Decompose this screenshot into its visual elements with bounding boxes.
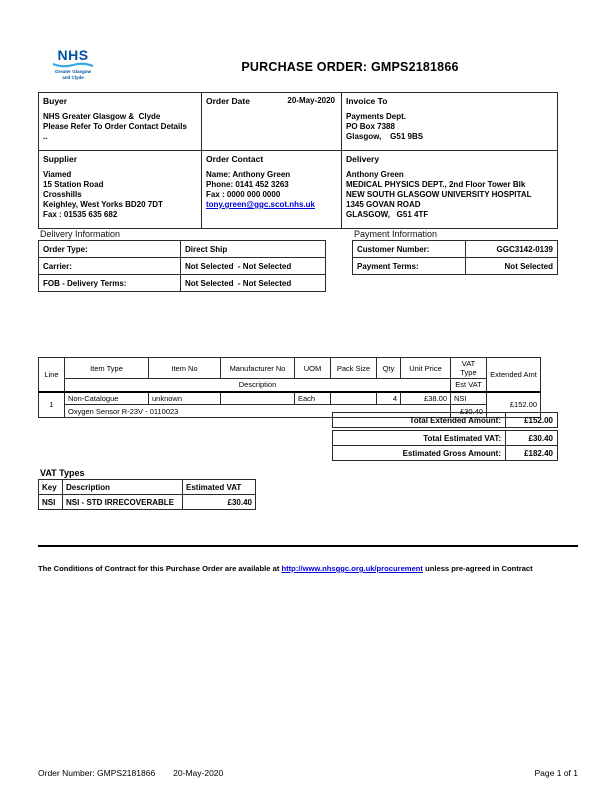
col-header-item-type: Item Type (65, 358, 149, 379)
col-header-qty: Qty (377, 358, 401, 379)
buyer-label: Buyer (43, 96, 68, 106)
conditions-suffix: unless pre-agreed in Contract (422, 564, 533, 573)
col-header-manufacturer-no: Manufacturer No (221, 358, 295, 379)
nhs-org-line1: Greater Glasgow (54, 69, 91, 74)
supplier-line: Fax : 01535 635 682 (43, 210, 118, 219)
item-uom: Each (295, 392, 331, 405)
delivery-information-table (38, 240, 326, 292)
footer-page-indicator: Page 1 of 1 (534, 768, 578, 778)
payment-information-heading: Payment Information (354, 229, 438, 239)
total-extended-amount-label: Total Extended Amount: (333, 413, 506, 428)
nhs-org-line2: and Clyde (62, 74, 84, 80)
delivery-information-heading: Delivery Information (40, 229, 121, 239)
invoice-to-line: Glasgow, G51 9BS (346, 132, 424, 141)
vat-types-table (38, 479, 256, 510)
carrier-value: Not Selected - Not Selected (181, 258, 326, 275)
buyer-line: NHS Greater Glasgow & Clyde (43, 112, 161, 121)
total-vat-gross-table (332, 430, 558, 461)
delivery-line: GLASGOW, G51 4TF (346, 210, 429, 219)
order-contact-fax: Fax : 0000 000 0000 (206, 190, 281, 199)
carrier-label: Carrier: (39, 258, 181, 275)
col-header-extended-amt: Extended Amt (487, 358, 541, 392)
col-header-item-no: Item No (149, 358, 221, 379)
order-date-label: Order Date (206, 96, 250, 106)
item-est-vat: £30.40 (451, 405, 487, 418)
total-estimated-vat-label: Total Estimated VAT: (333, 431, 506, 446)
vat-row-estimated-vat: £30.40 (183, 495, 256, 510)
delivery-line: NEW SOUTH GLASGOW UNIVERSITY HOSPITAL (346, 190, 532, 199)
header-table (38, 92, 558, 229)
payment-terms-label: Payment Terms: (353, 258, 466, 275)
buyer-cell (39, 93, 202, 151)
customer-number-label: Customer Number: (353, 241, 466, 258)
order-contact-cell (202, 151, 342, 229)
order-contact-email-link[interactable]: tony.green@ggc.scot.nhs.uk (206, 200, 315, 209)
item-pack-size (331, 392, 377, 405)
line-items-table (38, 357, 541, 418)
item-line-number: 1 (39, 392, 65, 418)
invoice-to-label: Invoice To (346, 96, 388, 106)
col-header-description: Description (65, 379, 451, 392)
delivery-line: 1345 GOVAN ROAD (346, 200, 421, 209)
nhs-logo (42, 48, 104, 80)
supplier-cell (39, 151, 202, 229)
col-header-pack-size: Pack Size (331, 358, 377, 379)
total-extended-amount-value: £152.00 (506, 413, 558, 428)
estimated-gross-amount-value: £182.40 (506, 446, 558, 461)
vat-row-key: NSI (39, 495, 63, 510)
page-title: PURCHASE ORDER: GMPS2181866 (241, 60, 459, 74)
item-type: Non-Catalogue (65, 392, 149, 405)
vat-types-heading: VAT Types (40, 468, 85, 478)
vat-col-description: Description (63, 480, 183, 495)
payment-terms-value: Not Selected (466, 258, 558, 275)
total-estimated-vat-value: £30.40 (506, 431, 558, 446)
col-header-vat-type: VAT Type (451, 358, 487, 379)
nhs-wave-icon (51, 62, 95, 69)
buyer-line: Please Refer To Order Contact Details (43, 122, 187, 131)
delivery-cell (342, 151, 558, 229)
supplier-line: Keighley, West Yorks BD20 7DT (43, 200, 163, 209)
order-date-value: 20-May-2020 (287, 96, 335, 105)
order-contact-name: Name: Anthony Green (206, 170, 291, 179)
item-vat-type: NSI (451, 392, 487, 405)
order-contact-phone: Phone: 0141 452 3263 (206, 180, 289, 189)
supplier-label: Supplier (43, 154, 78, 164)
invoice-to-line: Payments Dept. (346, 112, 407, 121)
item-manufacturer-no (221, 392, 295, 405)
total-extended-table (332, 412, 558, 428)
page-footer (38, 768, 578, 778)
delivery-label: Delivery (346, 154, 380, 164)
col-header-uom: UOM (295, 358, 331, 379)
nhs-logo-text: NHS (57, 47, 89, 63)
footer-order-number: Order Number: GMPS2181866 (38, 768, 156, 778)
supplier-line: Viamed (43, 170, 72, 179)
conditions-of-contract (38, 564, 583, 574)
item-description: Oxygen Sensor R-23V - 0110023 (65, 405, 451, 418)
col-header-line: Line (39, 358, 65, 392)
vat-col-estimated-vat: Estimated VAT (183, 480, 256, 495)
procurement-link[interactable]: http://www.nhsggc.org.uk/procurement (281, 564, 423, 573)
customer-number-value: GGC3142-0139 (466, 241, 558, 258)
col-header-est-vat: Est VAT (451, 379, 487, 392)
footer-order-date: 20-May-2020 (173, 768, 224, 778)
item-qty: 4 (377, 392, 401, 405)
delivery-line: MEDICAL PHYSICS DEPT., 2nd Floor Tower Blk (346, 180, 526, 189)
vat-col-key: Key (39, 480, 63, 495)
item-no: unknown (149, 392, 221, 405)
payment-information-table (352, 240, 558, 275)
supplier-line: 15 Station Road (43, 180, 104, 189)
item-extended-amt: £152.00 (487, 392, 541, 418)
order-type-value: Direct Ship (181, 241, 326, 258)
invoice-to-line: PO Box 7388 (346, 122, 395, 131)
col-header-unit-price: Unit Price (401, 358, 451, 379)
fob-delivery-terms-label: FOB - Delivery Terms: (39, 275, 181, 292)
fob-delivery-terms-value: Not Selected - Not Selected (181, 275, 326, 292)
vat-row-description: NSI - STD IRRECOVERABLE (63, 495, 183, 510)
delivery-line: Anthony Green (346, 170, 404, 179)
invoice-to-cell (342, 93, 558, 151)
supplier-line: Crosshills (43, 190, 82, 199)
order-date-cell (202, 93, 342, 151)
conditions-prefix: The Conditions of Contract for this Purchase Order are available at (38, 564, 282, 573)
estimated-gross-amount-label: Estimated Gross Amount: (333, 446, 506, 461)
order-contact-label: Order Contact (206, 154, 264, 164)
horizontal-divider (38, 545, 578, 547)
buyer-line: .. (43, 132, 48, 141)
item-unit-price: £38.00 (401, 392, 451, 405)
order-type-label: Order Type: (39, 241, 181, 258)
